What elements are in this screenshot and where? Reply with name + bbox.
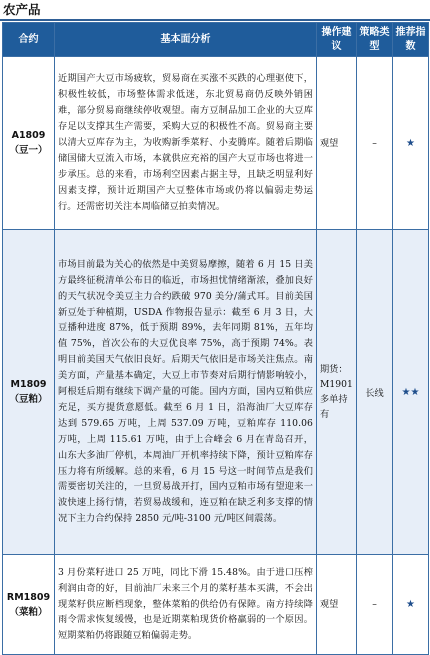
table-row [3, 57, 429, 230]
contract-cell [3, 57, 55, 230]
section-title: 农产品 [3, 2, 41, 17]
rating-stars: ★★ [393, 230, 429, 555]
operation-cell: 观望 [317, 555, 357, 655]
contract-name: （豆粕） [9, 394, 48, 405]
commodity-table [2, 22, 429, 655]
header-operation: 操作建议 [317, 23, 357, 57]
title-divider [0, 19, 430, 21]
contract-code: RM1809 [6, 591, 51, 603]
analysis-cell: 市场目前最为关心的依然是中美贸易摩擦，随着 6 月 15 日美方最终征税清单公布日的临近，市场担忧情绪渐浓，叠加良好的天气状况令美豆主力合约跌破 970 美分/蒲式耳。目前美国新豆处于种植期，USDA 作物报告显示：截至 6 月 3 日，大豆播种进度 87%，低于预期 89%，去年同期 81%，五年均值 75%，首次公布的大豆优良率 75%，高于预期 74%。表明目前美国天气依旧良好。后期天气依旧是市场关注焦点。南美方面，产量基本确定，大豆上市节奏对后期行情影响较小，阿根廷后期有继续下调产量的可能。国内方面，国内豆粕供应充足，买方提货意愿低。截至 6 月 1 日，沿海油厂大豆库存达到 579.65 万吨，上周 537.09 万吨，豆粕库存 110.06 万吨，上周 115.61 万吨，由于上合峰会 6 月在青岛召开，山东大多油厂停机，本周油厂开机率持续下降，预计豆粕库存压力将有所缓解。总的来看，6 月 15 号这一时间节点是我们需要密切关注的，一旦贸易战开打，国内豆粕市场有望迎来一波快速上扬行情，若贸易战缓和，连豆粕在缺乏利多支撑的情况下主力合约保持 2850 元/吨-3100 元/吨区间震荡。 [55, 230, 317, 555]
header-rating: 推荐指数 [393, 23, 429, 57]
strategy-cell: 长线 [357, 230, 393, 555]
rating-stars: ★ [393, 555, 429, 655]
contract-name: （菜粕） [9, 606, 48, 618]
analysis-cell: 近期国产大豆市场疲软，贸易商在买涨不买跌的心理驱使下，积极性较低，市场整体需求低迷，东北贸易商仍反映外销困难，部分贸易商继续停收观望。南方豆制品加工企业的大豆库存足以支撑其生产需要，采购大豆的积极性不高。贸易商主要以清大豆库存为主，为收购新季菜籽、小麦腾库。随着后期临储国储大豆流入市场，本就供应充裕的国产大豆市场也将进一步承压。总的来看，市场利空因素占据主导，且缺乏明显利好因素支撑，预计近期国产大豆整体市场或仍将以偏弱走势运行。还需密切关注本周临储豆拍卖情况。 [55, 57, 317, 230]
header-contract: 合约 [3, 23, 55, 57]
header-strategy: 策略类型 [357, 23, 393, 57]
contract-cell [3, 555, 55, 655]
operation-cell: 观望 [317, 57, 357, 230]
rating-stars: ★ [393, 57, 429, 230]
contract-cell [3, 230, 55, 555]
contract-code: A1809 [11, 130, 46, 141]
table-row [3, 555, 429, 655]
table-header-row [3, 23, 429, 57]
operation-cell: 期货：M1901 多单持有 [317, 230, 357, 555]
table-row [3, 230, 429, 555]
contract-name: （豆一） [9, 145, 48, 156]
header-analysis: 基本面分析 [55, 23, 317, 57]
strategy-cell: – [357, 555, 393, 655]
strategy-cell: – [357, 57, 393, 230]
analysis-cell: 3 月份菜籽进口 25 万吨，同比下滑 15.48%。由于进口压榨利润由奇的好，目前油厂未来三个月的菜籽基本买满，不会出现菜籽供应断档现象，整体菜粕的供给仍有保障。南方持续降雨令需求恢复缓慢，也是近期菜粕现货价格羸弱的一个原因。短期菜粕仍将跟随豆粕偏弱走势。 [55, 555, 317, 655]
contract-code: M1809 [10, 379, 47, 390]
